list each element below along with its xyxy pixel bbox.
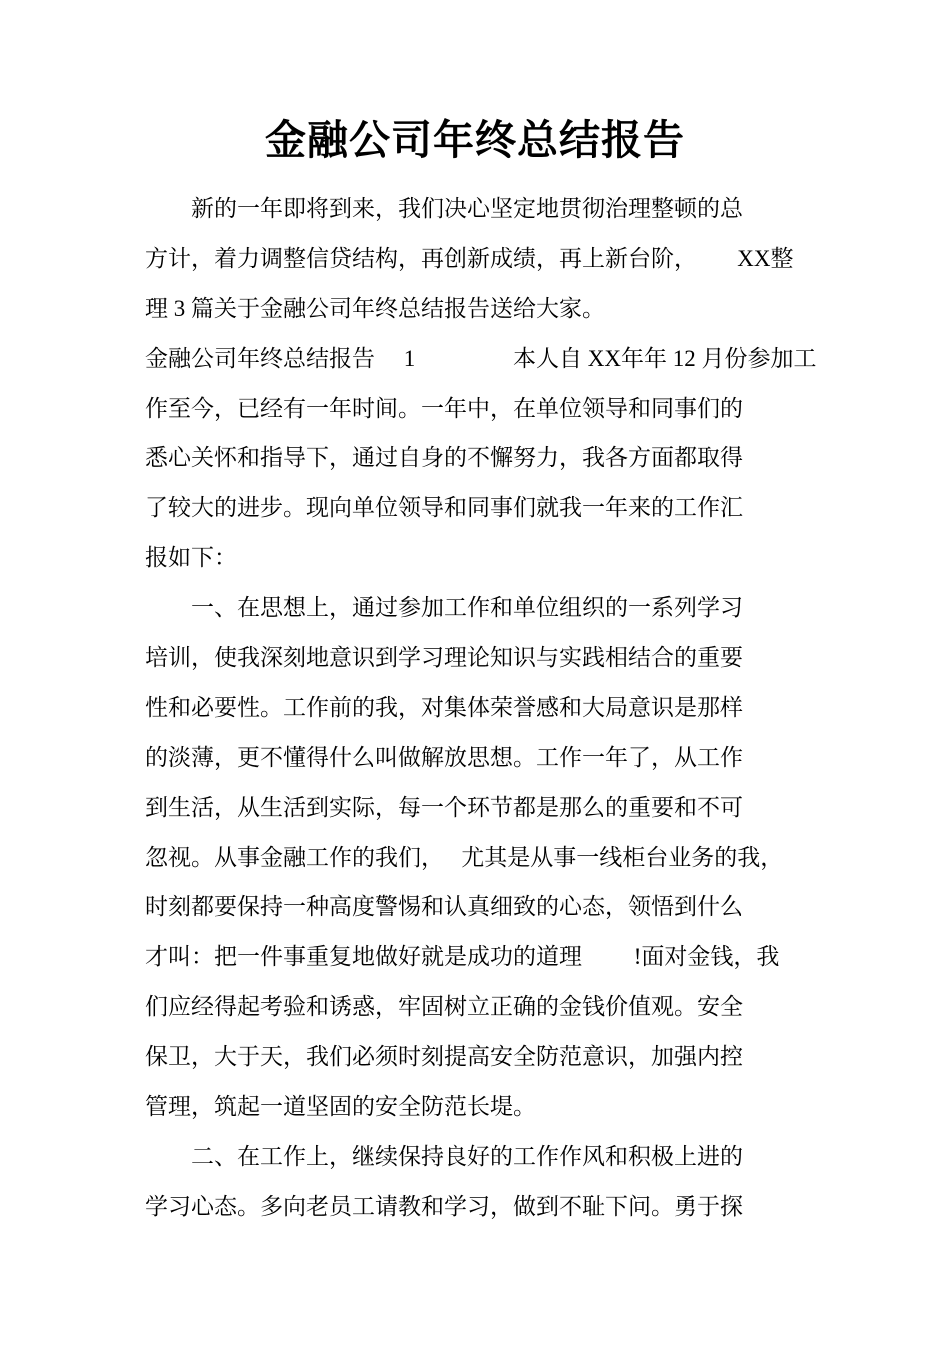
text-line: 二、在工作上，继续保持良好的工作作风和积极上进的 — [145, 1143, 743, 1169]
text-line: 的淡薄，更不懂得什么叫做解放思想。工作一年了，从工作 — [145, 744, 743, 770]
text-line: 方计，着力调整信贷结构，再创新成绩，再上新台阶， XX整 — [145, 245, 794, 271]
text-line: 理 3 篇关于金融公司年终总结报告送给大家。 — [145, 295, 605, 321]
text-line: 才叫：把一件事重复地做好就是成功的道理 !面对金钱，我 — [145, 944, 780, 970]
text-line: 培训，使我深刻地意识到学习理论知识与实践相结合的重要 — [145, 645, 743, 671]
text-line: 忽视。从事金融工作的我们， 尤其是从事一线柜台业务的我， — [145, 844, 784, 870]
text-line: 新的一年即将到来，我们决心坚定地贯彻治理整顿的总 — [145, 196, 743, 221]
page-title: 金融公司年终总结报告 — [265, 117, 685, 163]
text-line: 金融公司年终总结报告 1 本人自 XX年年 12 月份参加工 — [145, 345, 817, 371]
text-line: 时刻都要保持一种高度警惕和认真细致的心态，领悟到什么 — [145, 894, 743, 920]
text-line: 了较大的进步。现向单位领导和同事们就我一年来的工作汇 — [145, 495, 743, 521]
text-line: 一、在思想上，通过参加工作和单位组织的一系列学习 — [145, 595, 743, 621]
document-body — [145, 184, 950, 1232]
text-line: 作至今，已经有一年时间。一年中，在单位领导和同事们的 — [145, 395, 743, 421]
text-line: 报如下： — [145, 545, 237, 571]
text-line: 性和必要性。工作前的我，对集体荣誉感和大局意识是那样 — [145, 694, 743, 720]
text-line: 学习心态。多向老员工请教和学习，做到不耻下问。勇于探 — [145, 1193, 743, 1219]
text-line: 到生活，从生活到实际，每一个环节都是那么的重要和不可 — [145, 794, 743, 820]
text-line: 悉心关怀和指导下，通过自身的不懈努力，我各方面都取得 — [145, 445, 743, 471]
text-line: 管理，筑起一道坚固的安全防范长堤。 — [145, 1094, 536, 1120]
text-line: 们应经得起考验和诱惑，牢固树立正确的金钱价值观。安全 — [145, 994, 743, 1020]
text-line: 保卫，大于天，我们必须时刻提高安全防范意识，加强内控 — [145, 1044, 743, 1070]
